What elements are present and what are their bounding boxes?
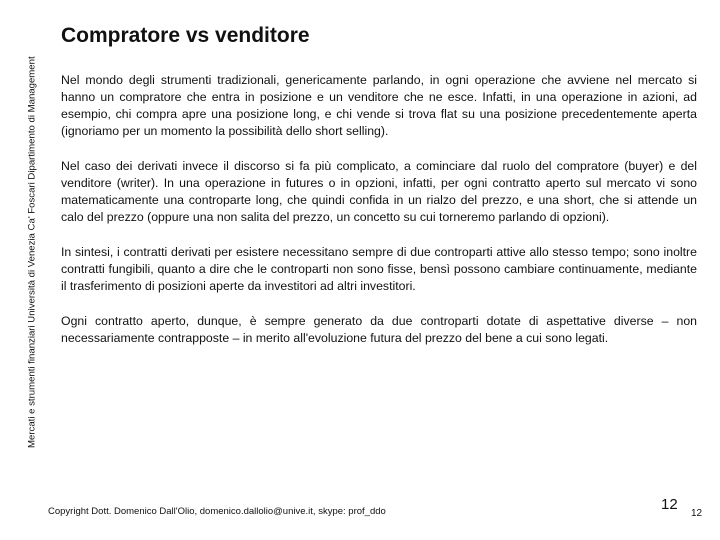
paragraph: Ogni contratto aperto, dunque, è sempre generato da due controparti dotate di aspettative diverse – non necessariamente contrapposte – in merito all'evoluzione futura del prezzo del bene a cui sono legati.	[61, 314, 697, 345]
slide-number: 12	[691, 508, 703, 519]
slide-title: Compratore vs venditore	[61, 24, 310, 47]
sidebar-vertical-label: Mercati e strumenti finanziari Università di Venezia Ca' Foscari Dipartimento di Management	[26, 56, 38, 448]
paragraph: Nel caso dei derivati invece il discorso si fa più complicato, a cominciare dal ruolo del compratore (buyer) e del venditore (writer). In una operazione in futures o in opzioni, infatti, per ogni contratto aperto sul mercato vi sono matematicamente una controparte long, che quindi confida in un rialzo del prezzo, e una short, che si attende un calo del prezzo (oppure una non salita del prezzo, un concetto su cui torneremo parlando di opzioni).	[61, 159, 697, 224]
page-number: 12	[661, 496, 678, 513]
paragraph: In sintesi, i contratti derivati per esistere necessitano sempre di due controparti attive allo stesso tempo; sono inoltre contratti fungibili, quanto a dire che le controparti non sono fisse, bensì possono cambiare continuamente, mediante il trasferimento di posizioni aperte da investitori ad altri investitori.	[61, 245, 697, 293]
paragraph: Nel mondo degli strumenti tradizionali, genericamente parlando, in ogni operazione che avviene nel mercato si hanno un compratore che entra in posizione e un venditore che ne esce. Infatti, in una operazione in azioni, ad esempio, chi compra apre una posizione long, e chi vende si trova flat su una posizione precedentemente aperta (ignoriamo per un momento la possibilità dello short selling).	[61, 73, 697, 138]
footer-copyright: Copyright Dott. Domenico Dall'Olio, domenico.dallolio@unive.it, skype: prof_ddo	[48, 506, 386, 517]
slide-body	[61, 72, 697, 365]
